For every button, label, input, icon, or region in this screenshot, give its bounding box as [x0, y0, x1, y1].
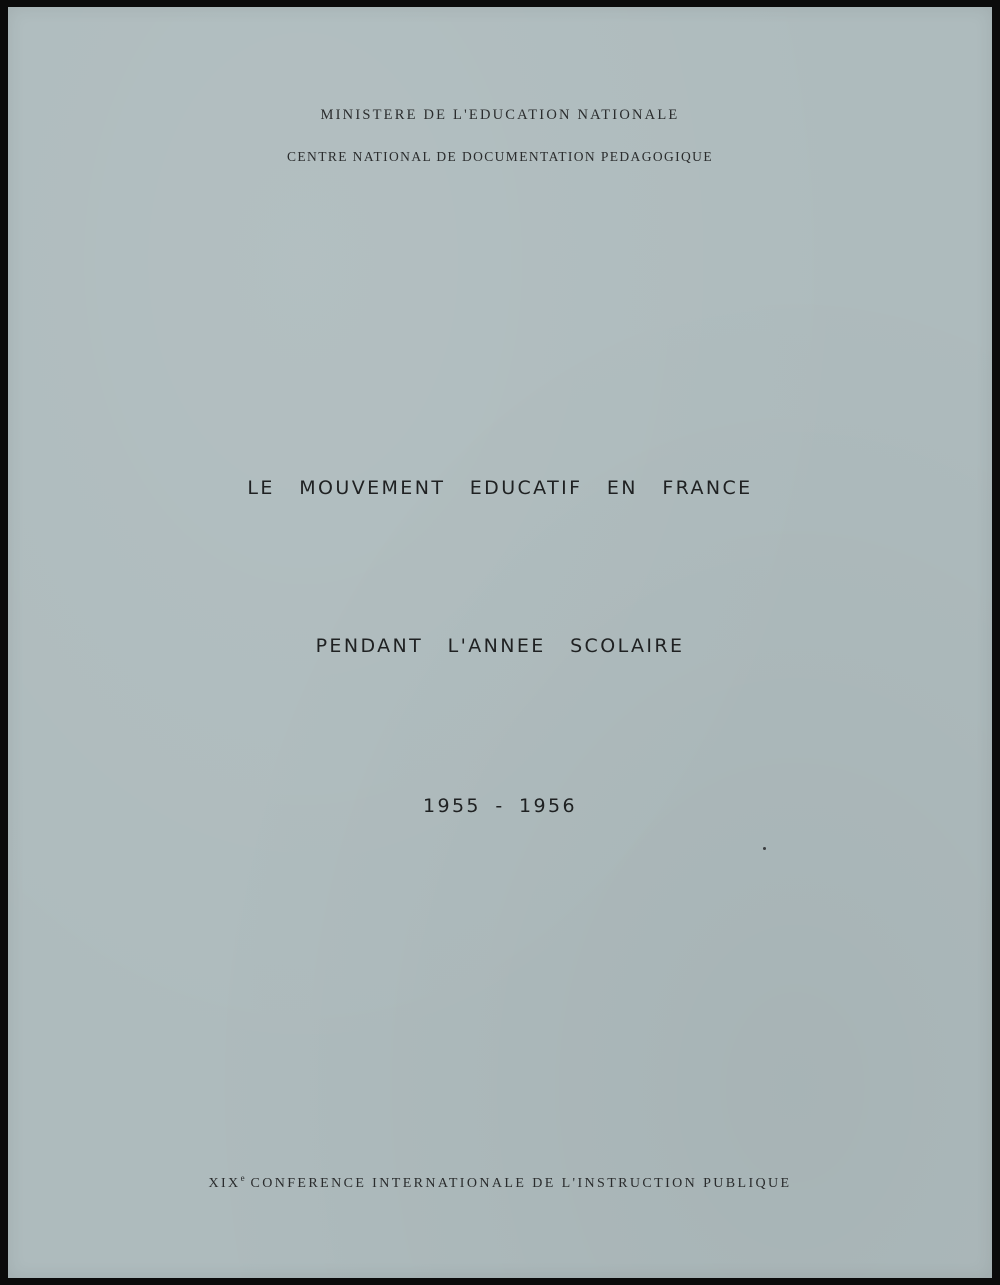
ministry-heading: MINISTERE DE L'EDUCATION NATIONALE	[320, 107, 680, 123]
cover-page	[8, 7, 992, 1278]
conference-number: XIXe	[208, 1173, 245, 1191]
centre-heading: CENTRE NATIONAL DE DOCUMENTATION PEDAGOGIQUE	[287, 149, 713, 164]
conference-line	[8, 1173, 992, 1192]
paper-speck	[763, 847, 766, 850]
school-year: 1955 - 1956	[422, 795, 578, 817]
title-line-1: LE MOUVEMENT EDUCATIF EN FRANCE	[247, 477, 753, 499]
title-line-2: PENDANT L'ANNEE SCOLAIRE	[315, 635, 685, 657]
conference-superscript: e	[240, 1173, 245, 1183]
conference-text: CONFERENCE INTERNATIONALE DE L'INSTRUCTION PUBLIQUE	[250, 1176, 792, 1191]
